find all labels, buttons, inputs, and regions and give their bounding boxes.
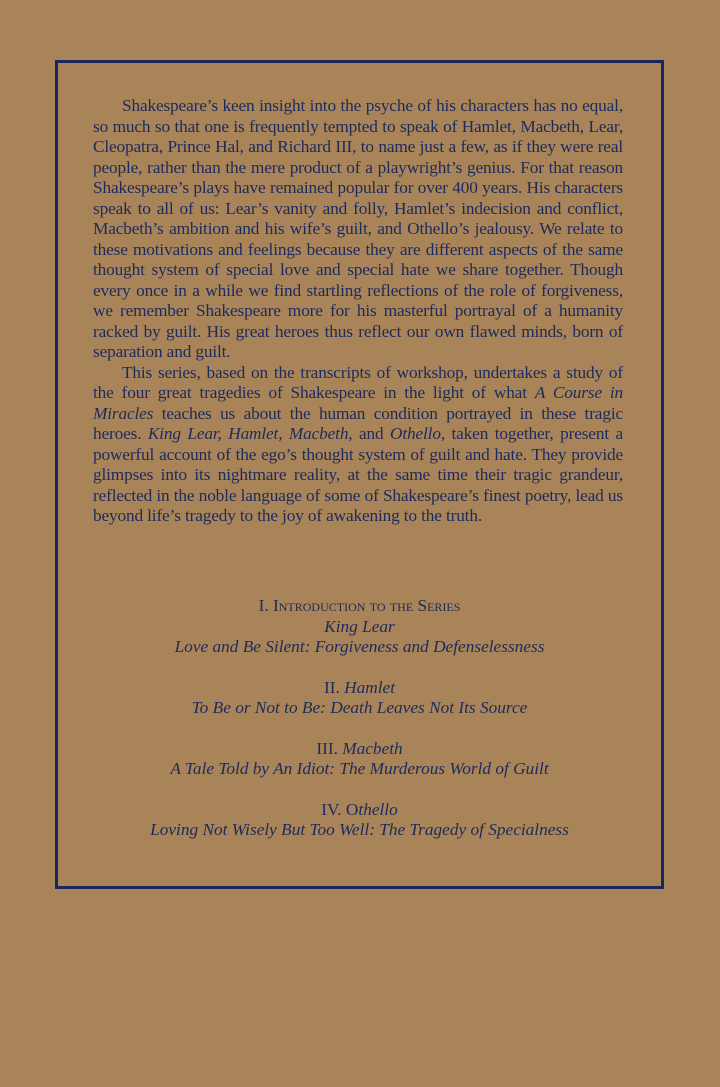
series-contents <box>58 596 661 861</box>
entry-play: King Lear <box>324 616 395 636</box>
entry-numeral: II. <box>323 677 345 697</box>
paragraph-1: Shakespeare’s keen insight into the psyche of his characters has no equal, so much so that one is frequently tempted to speak of Hamlet, Macbeth, Lear, Cleopatra, Prince Hal, and Richard III, to name just a few, as if they were real people, rather than the mere product of a playwright’s genius. For that reason Shakespeare’s plays have remained popular for over 400 years. His characters speak to all of us: Lear’s vanity and folly, Hamlet’s indecision and conflict, Macbeth’s ambition and his wife’s guilt, and Othello’s jealousy. We relate to these motivations and feelings because they are different aspects of the same thought system of special love and special hate we share together. Though every once in a while we find startling reflections of the role of forgiveness, we remember Shakespeare more for his masterful portrayal of a humanity racked by guilt. His great heroes thus reflect our own flawed minds, born of separation and guilt. <box>93 96 623 361</box>
contents-entry-1 <box>58 596 661 658</box>
entry-numeral: IV. O <box>321 799 359 819</box>
entry-numeral: III. <box>316 738 343 758</box>
entry-subtitle: To Be or Not to Be: Death Leaves Not Its Source <box>191 698 528 717</box>
entry-subtitle: A Tale Told by An Idiot: The Murderous World of Guilt <box>170 759 549 778</box>
entry-subtitle: Love and Be Silent: Forgiveness and Defenselessness <box>174 637 545 656</box>
entry-numeral: I. <box>258 596 273 615</box>
contents-entry-2 <box>58 678 661 719</box>
p2-text-g: , taken together, present a powerful account of the ego’s thought system of guilt and hate. They provide glimpses into its nightmare reality, at the same time their tragic grandeur, reflected in the noble language of some of Shakespeare’s finest poetry, lead us beyond life’s tragedy to the joy of awakening to the truth. <box>93 424 624 525</box>
play-title-othello: Othello <box>390 424 441 443</box>
entry-play: thello <box>358 799 398 819</box>
page-border <box>55 60 664 889</box>
entry-subtitle: Loving Not Wisely But Too Well: The Tragedy of Specialness <box>150 820 569 839</box>
entry-play: Hamlet <box>344 677 396 697</box>
contents-entry-3 <box>58 739 661 780</box>
entry-heading: Introduction to the Series <box>272 596 461 615</box>
p2-text-e: and <box>352 424 391 443</box>
entry-play: Macbeth <box>342 738 403 758</box>
play-titles: King Lear, Hamlet, Macbeth, <box>147 424 353 443</box>
p2-text-c: teaches us about the human condition portrayed in these tragic heroes. <box>93 403 623 443</box>
contents-entry-4 <box>58 800 661 841</box>
book-title-acim: A Course in Miracles <box>93 383 623 423</box>
p2-text-a: This series, based on the transcripts of workshop, undertakes a study of the four great tragedies of Shakespeare in the light of what <box>93 362 623 402</box>
paragraph-2 <box>93 363 623 527</box>
introduction-text <box>93 96 623 527</box>
